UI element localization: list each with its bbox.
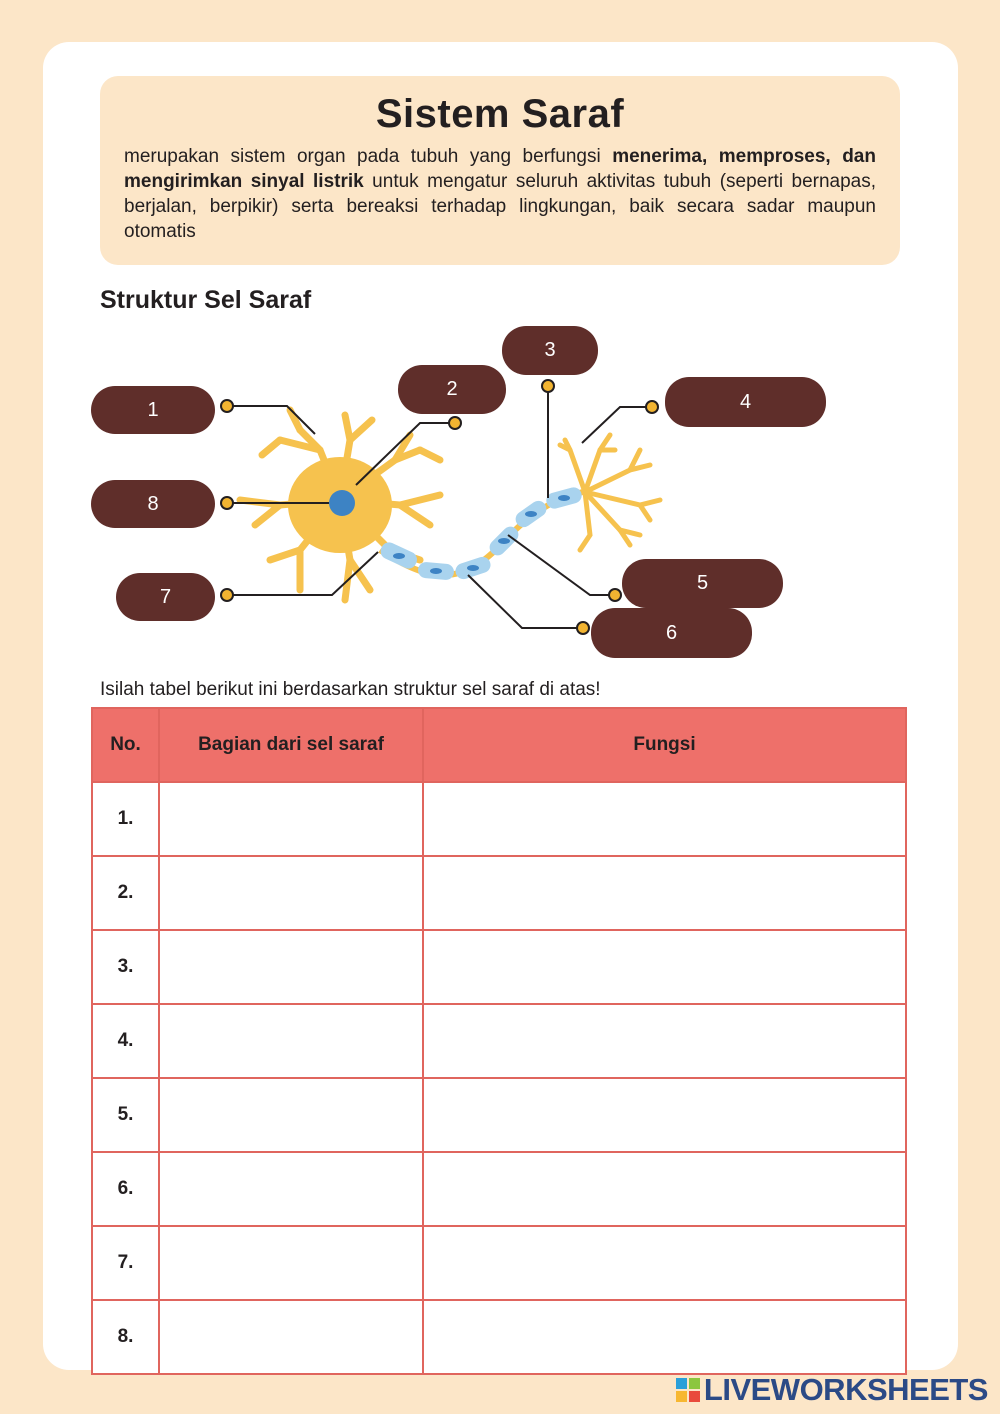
fungsi-input-cell[interactable] — [423, 1004, 906, 1078]
row-number: 7. — [92, 1226, 159, 1300]
label-box-4[interactable]: 4 — [665, 377, 826, 427]
description-text: merupakan sistem organ pada tubuh yang berfungsi — [124, 146, 613, 167]
fungsi-input-cell[interactable] — [423, 856, 906, 930]
bagian-input-cell[interactable] — [159, 1078, 423, 1152]
neuron-diagram — [0, 320, 1000, 670]
table-row — [92, 1152, 906, 1226]
row-number: 1. — [92, 782, 159, 856]
label-box-5[interactable]: 5 — [622, 559, 783, 608]
nucleus-icon — [329, 490, 355, 516]
fungsi-input-cell[interactable] — [423, 782, 906, 856]
description-text-end: untuk mengatur seluruh aktivitas tubuh (seperti bernapas, berjalan, berpikir) serta bereaksi terhadap lingkungan, baik secara sadar maupun otomatis — [124, 171, 877, 242]
header-fungsi: Fungsi — [423, 708, 906, 782]
bagian-input-cell[interactable] — [159, 1152, 423, 1226]
table-row — [92, 782, 906, 856]
description-bold-text: menerima, memproses, dan mengirimkan sinyal listrik — [124, 146, 876, 192]
liveworksheets-logo-icon — [676, 1378, 700, 1402]
row-number: 6. — [92, 1152, 159, 1226]
label-box-3[interactable]: 3 — [502, 326, 598, 375]
label-box-6[interactable]: 6 — [591, 608, 752, 658]
page-title: Sistem Saraf — [375, 92, 625, 136]
section-title: Struktur Sel Saraf — [100, 286, 312, 314]
table-header-row — [92, 708, 906, 782]
bagian-input-cell[interactable] — [159, 782, 423, 856]
fungsi-input-cell[interactable] — [423, 1300, 906, 1374]
answer-table — [91, 707, 907, 1375]
row-number: 5. — [92, 1078, 159, 1152]
fungsi-input-cell[interactable] — [423, 1226, 906, 1300]
bagian-input-cell[interactable] — [159, 1004, 423, 1078]
table-row — [92, 1078, 906, 1152]
bagian-input-cell[interactable] — [159, 856, 423, 930]
table-row — [92, 1300, 906, 1374]
label-box-7[interactable]: 7 — [116, 573, 215, 621]
fungsi-input-cell[interactable] — [423, 1152, 906, 1226]
bagian-input-cell[interactable] — [159, 1300, 423, 1374]
label-box-2[interactable]: 2 — [398, 365, 506, 414]
table-row — [92, 1004, 906, 1078]
table-row — [92, 856, 906, 930]
intro-box — [100, 76, 900, 265]
row-number: 4. — [92, 1004, 159, 1078]
fungsi-input-cell[interactable] — [423, 1078, 906, 1152]
row-number: 8. — [92, 1300, 159, 1374]
fungsi-input-cell[interactable] — [423, 930, 906, 1004]
bagian-input-cell[interactable] — [159, 930, 423, 1004]
brand-footer[interactable] — [676, 1372, 988, 1408]
row-number: 2. — [92, 856, 159, 930]
row-number: 3. — [92, 930, 159, 1004]
instruction-text: Isilah tabel berikut ini berdasarkan struktur sel saraf di atas! — [100, 679, 601, 700]
table-row — [92, 930, 906, 1004]
intro-description — [124, 144, 876, 244]
label-box-1[interactable]: 1 — [91, 386, 215, 434]
bagian-input-cell[interactable] — [159, 1226, 423, 1300]
label-box-8[interactable]: 8 — [91, 480, 215, 528]
header-bagian: Bagian dari sel saraf — [159, 708, 423, 782]
brand-name: LIVEWORKSHEETS — [703, 1372, 988, 1407]
table-row — [92, 1226, 906, 1300]
header-no: No. — [92, 708, 159, 782]
